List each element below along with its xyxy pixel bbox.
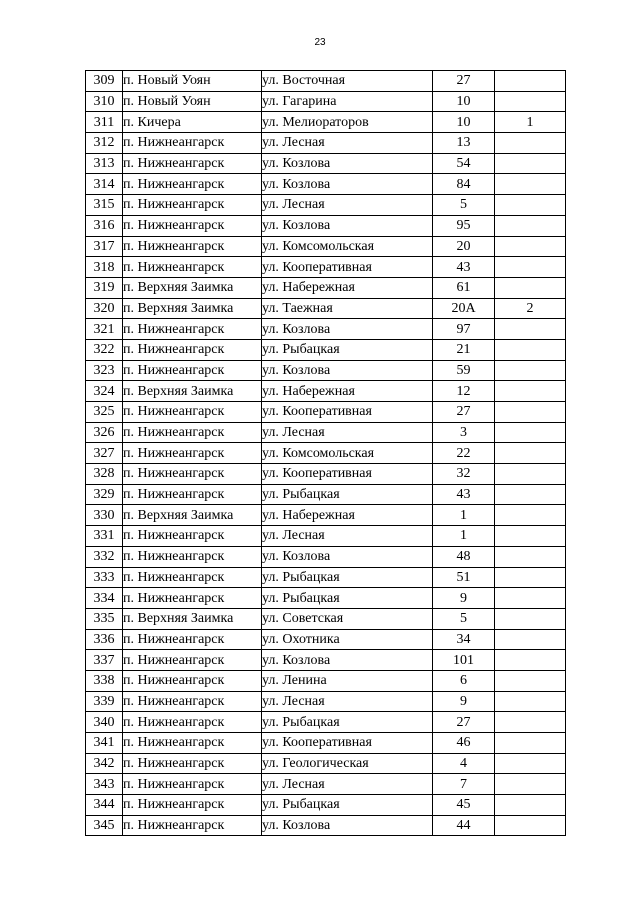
table-row [86, 91, 566, 112]
extra-cell [495, 774, 566, 795]
table-row [86, 546, 566, 567]
table-row [86, 277, 566, 298]
row-number-cell: 317 [86, 236, 123, 257]
table-row [86, 588, 566, 609]
table-row [86, 774, 566, 795]
extra-cell [495, 215, 566, 236]
settlement-cell: п. Нижнеангарск [123, 691, 262, 712]
row-number-cell: 344 [86, 795, 123, 816]
extra-cell [495, 484, 566, 505]
extra-cell: 2 [495, 298, 566, 319]
settlement-cell: п. Нижнеангарск [123, 339, 262, 360]
settlement-cell: п. Нижнеангарск [123, 215, 262, 236]
table-row [86, 484, 566, 505]
house-number-cell: 27 [433, 402, 495, 423]
settlement-cell: п. Нижнеангарск [123, 526, 262, 547]
street-cell: ул. Рыбацкая [262, 712, 433, 733]
settlement-cell: п. Нижнеангарск [123, 422, 262, 443]
settlement-cell: п. Нижнеангарск [123, 195, 262, 216]
settlement-cell: п. Верхняя Заимка [123, 381, 262, 402]
house-number-cell: 46 [433, 733, 495, 754]
table-row [86, 257, 566, 278]
street-cell: ул. Охотника [262, 629, 433, 650]
settlement-cell: п. Нижнеангарск [123, 670, 262, 691]
settlement-cell: п. Нижнеангарск [123, 629, 262, 650]
table-row [86, 464, 566, 485]
extra-cell [495, 464, 566, 485]
table-row [86, 567, 566, 588]
house-number-cell: 5 [433, 195, 495, 216]
house-number-cell: 27 [433, 712, 495, 733]
extra-cell [495, 629, 566, 650]
table-row [86, 443, 566, 464]
settlement-cell: п. Нижнеангарск [123, 257, 262, 278]
table-row [86, 691, 566, 712]
extra-cell [495, 174, 566, 195]
table-row [86, 133, 566, 154]
table-row [86, 112, 566, 133]
table-row [86, 670, 566, 691]
street-cell: ул. Козлова [262, 650, 433, 671]
table-row [86, 505, 566, 526]
street-cell: ул. Комсомольская [262, 443, 433, 464]
table-row [86, 629, 566, 650]
extra-cell [495, 567, 566, 588]
extra-cell [495, 236, 566, 257]
house-number-cell: 48 [433, 546, 495, 567]
house-number-cell: 59 [433, 360, 495, 381]
extra-cell [495, 71, 566, 92]
settlement-cell: п. Верхняя Заимка [123, 277, 262, 298]
row-number-cell: 339 [86, 691, 123, 712]
extra-cell [495, 526, 566, 547]
row-number-cell: 319 [86, 277, 123, 298]
row-number-cell: 318 [86, 257, 123, 278]
extra-cell [495, 402, 566, 423]
house-number-cell: 43 [433, 484, 495, 505]
street-cell: ул. Рыбацкая [262, 795, 433, 816]
house-number-cell: 61 [433, 277, 495, 298]
street-cell: ул. Кооперативная [262, 733, 433, 754]
house-number-cell: 5 [433, 608, 495, 629]
row-number-cell: 315 [86, 195, 123, 216]
settlement-cell: п. Нижнеангарск [123, 319, 262, 340]
house-number-cell: 7 [433, 774, 495, 795]
street-cell: ул. Лесная [262, 691, 433, 712]
settlement-cell: п. Нижнеангарск [123, 753, 262, 774]
street-cell: ул. Набережная [262, 505, 433, 526]
street-cell: ул. Лесная [262, 774, 433, 795]
extra-cell [495, 319, 566, 340]
row-number-cell: 330 [86, 505, 123, 526]
row-number-cell: 341 [86, 733, 123, 754]
table-row [86, 298, 566, 319]
house-number-cell: 45 [433, 795, 495, 816]
row-number-cell: 345 [86, 815, 123, 836]
street-cell: ул. Козлова [262, 546, 433, 567]
street-cell: ул. Мелиораторов [262, 112, 433, 133]
settlement-cell: п. Нижнеангарск [123, 174, 262, 195]
settlement-cell: п. Нижнеангарск [123, 774, 262, 795]
settlement-cell: п. Нижнеангарск [123, 133, 262, 154]
row-number-cell: 337 [86, 650, 123, 671]
extra-cell [495, 650, 566, 671]
street-cell: ул. Лесная [262, 422, 433, 443]
table-row [86, 174, 566, 195]
table-body [86, 71, 566, 836]
settlement-cell: п. Верхняя Заимка [123, 505, 262, 526]
settlement-cell: п. Нижнеангарск [123, 153, 262, 174]
house-number-cell: 9 [433, 691, 495, 712]
settlement-cell: п. Нижнеангарск [123, 402, 262, 423]
table-row [86, 339, 566, 360]
street-cell: ул. Советская [262, 608, 433, 629]
row-number-cell: 312 [86, 133, 123, 154]
table-row [86, 733, 566, 754]
street-cell: ул. Набережная [262, 381, 433, 402]
extra-cell [495, 277, 566, 298]
extra-cell [495, 381, 566, 402]
house-number-cell: 32 [433, 464, 495, 485]
row-number-cell: 325 [86, 402, 123, 423]
street-cell: ул. Лесная [262, 195, 433, 216]
row-number-cell: 310 [86, 91, 123, 112]
table-row [86, 381, 566, 402]
extra-cell [495, 195, 566, 216]
table-row [86, 360, 566, 381]
settlement-cell: п. Кичера [123, 112, 262, 133]
settlement-cell: п. Нижнеангарск [123, 795, 262, 816]
settlement-cell: п. Нижнеангарск [123, 484, 262, 505]
street-cell: ул. Кооперативная [262, 464, 433, 485]
extra-cell [495, 339, 566, 360]
row-number-cell: 309 [86, 71, 123, 92]
street-cell: ул. Кооперативная [262, 402, 433, 423]
extra-cell [495, 443, 566, 464]
house-number-cell: 9 [433, 588, 495, 609]
extra-cell: 1 [495, 112, 566, 133]
settlement-cell: п. Новый Уоян [123, 91, 262, 112]
settlement-cell: п. Нижнеангарск [123, 360, 262, 381]
row-number-cell: 331 [86, 526, 123, 547]
street-cell: ул. Восточная [262, 71, 433, 92]
row-number-cell: 338 [86, 670, 123, 691]
house-number-cell: 44 [433, 815, 495, 836]
address-table [85, 70, 566, 836]
table-row [86, 195, 566, 216]
street-cell: ул. Козлова [262, 215, 433, 236]
table-row [86, 795, 566, 816]
settlement-cell: п. Нижнеангарск [123, 464, 262, 485]
extra-cell [495, 691, 566, 712]
house-number-cell: 27 [433, 71, 495, 92]
row-number-cell: 342 [86, 753, 123, 774]
settlement-cell: п. Нижнеангарск [123, 546, 262, 567]
house-number-cell: 95 [433, 215, 495, 236]
house-number-cell: 13 [433, 133, 495, 154]
street-cell: ул. Козлова [262, 153, 433, 174]
table-row [86, 712, 566, 733]
row-number-cell: 336 [86, 629, 123, 650]
extra-cell [495, 91, 566, 112]
house-number-cell: 1 [433, 505, 495, 526]
settlement-cell: п. Нижнеангарск [123, 650, 262, 671]
street-cell: ул. Рыбацкая [262, 484, 433, 505]
row-number-cell: 343 [86, 774, 123, 795]
row-number-cell: 327 [86, 443, 123, 464]
row-number-cell: 311 [86, 112, 123, 133]
street-cell: ул. Козлова [262, 174, 433, 195]
row-number-cell: 340 [86, 712, 123, 733]
table-row [86, 815, 566, 836]
extra-cell [495, 670, 566, 691]
row-number-cell: 324 [86, 381, 123, 402]
table-row [86, 236, 566, 257]
house-number-cell: 1 [433, 526, 495, 547]
row-number-cell: 335 [86, 608, 123, 629]
house-number-cell: 101 [433, 650, 495, 671]
extra-cell [495, 422, 566, 443]
street-cell: ул. Кооперативная [262, 257, 433, 278]
street-cell: ул. Рыбацкая [262, 567, 433, 588]
house-number-cell: 21 [433, 339, 495, 360]
extra-cell [495, 546, 566, 567]
street-cell: ул. Козлова [262, 319, 433, 340]
street-cell: ул. Гагарина [262, 91, 433, 112]
settlement-cell: п. Новый Уоян [123, 71, 262, 92]
table-row [86, 650, 566, 671]
settlement-cell: п. Нижнеангарск [123, 443, 262, 464]
settlement-cell: п. Нижнеангарск [123, 733, 262, 754]
table-row [86, 608, 566, 629]
street-cell: ул. Лесная [262, 526, 433, 547]
table-row [86, 402, 566, 423]
table-row [86, 215, 566, 236]
row-number-cell: 320 [86, 298, 123, 319]
row-number-cell: 329 [86, 484, 123, 505]
house-number-cell: 20 [433, 236, 495, 257]
table-row [86, 526, 566, 547]
row-number-cell: 332 [86, 546, 123, 567]
street-cell: ул. Ленина [262, 670, 433, 691]
row-number-cell: 326 [86, 422, 123, 443]
house-number-cell: 3 [433, 422, 495, 443]
extra-cell [495, 712, 566, 733]
table-row [86, 422, 566, 443]
house-number-cell: 54 [433, 153, 495, 174]
house-number-cell: 10 [433, 112, 495, 133]
house-number-cell: 84 [433, 174, 495, 195]
street-cell: ул. Рыбацкая [262, 588, 433, 609]
row-number-cell: 334 [86, 588, 123, 609]
row-number-cell: 322 [86, 339, 123, 360]
row-number-cell: 314 [86, 174, 123, 195]
house-number-cell: 10 [433, 91, 495, 112]
row-number-cell: 321 [86, 319, 123, 340]
street-cell: ул. Лесная [262, 133, 433, 154]
house-number-cell: 97 [433, 319, 495, 340]
house-number-cell: 34 [433, 629, 495, 650]
house-number-cell: 51 [433, 567, 495, 588]
extra-cell [495, 133, 566, 154]
table-row [86, 71, 566, 92]
house-number-cell: 12 [433, 381, 495, 402]
extra-cell [495, 360, 566, 381]
house-number-cell: 6 [433, 670, 495, 691]
page-number: 23 [314, 37, 326, 48]
row-number-cell: 333 [86, 567, 123, 588]
settlement-cell: п. Верхняя Заимка [123, 608, 262, 629]
street-cell: ул. Козлова [262, 815, 433, 836]
house-number-cell: 43 [433, 257, 495, 278]
table-row [86, 153, 566, 174]
street-cell: ул. Козлова [262, 360, 433, 381]
house-number-cell: 4 [433, 753, 495, 774]
settlement-cell: п. Верхняя Заимка [123, 298, 262, 319]
extra-cell [495, 257, 566, 278]
extra-cell [495, 608, 566, 629]
settlement-cell: п. Нижнеангарск [123, 236, 262, 257]
row-number-cell: 328 [86, 464, 123, 485]
row-number-cell: 323 [86, 360, 123, 381]
street-cell: ул. Набережная [262, 277, 433, 298]
extra-cell [495, 733, 566, 754]
row-number-cell: 313 [86, 153, 123, 174]
settlement-cell: п. Нижнеангарск [123, 588, 262, 609]
house-number-cell: 20А [433, 298, 495, 319]
row-number-cell: 316 [86, 215, 123, 236]
street-cell: ул. Таежная [262, 298, 433, 319]
house-number-cell: 22 [433, 443, 495, 464]
extra-cell [495, 505, 566, 526]
settlement-cell: п. Нижнеангарск [123, 815, 262, 836]
table-row [86, 753, 566, 774]
extra-cell [495, 588, 566, 609]
settlement-cell: п. Нижнеангарск [123, 712, 262, 733]
street-cell: ул. Рыбацкая [262, 339, 433, 360]
settlement-cell: п. Нижнеангарск [123, 567, 262, 588]
extra-cell [495, 815, 566, 836]
table-row [86, 319, 566, 340]
extra-cell [495, 795, 566, 816]
street-cell: ул. Геологическая [262, 753, 433, 774]
extra-cell [495, 153, 566, 174]
extra-cell [495, 753, 566, 774]
street-cell: ул. Комсомольская [262, 236, 433, 257]
